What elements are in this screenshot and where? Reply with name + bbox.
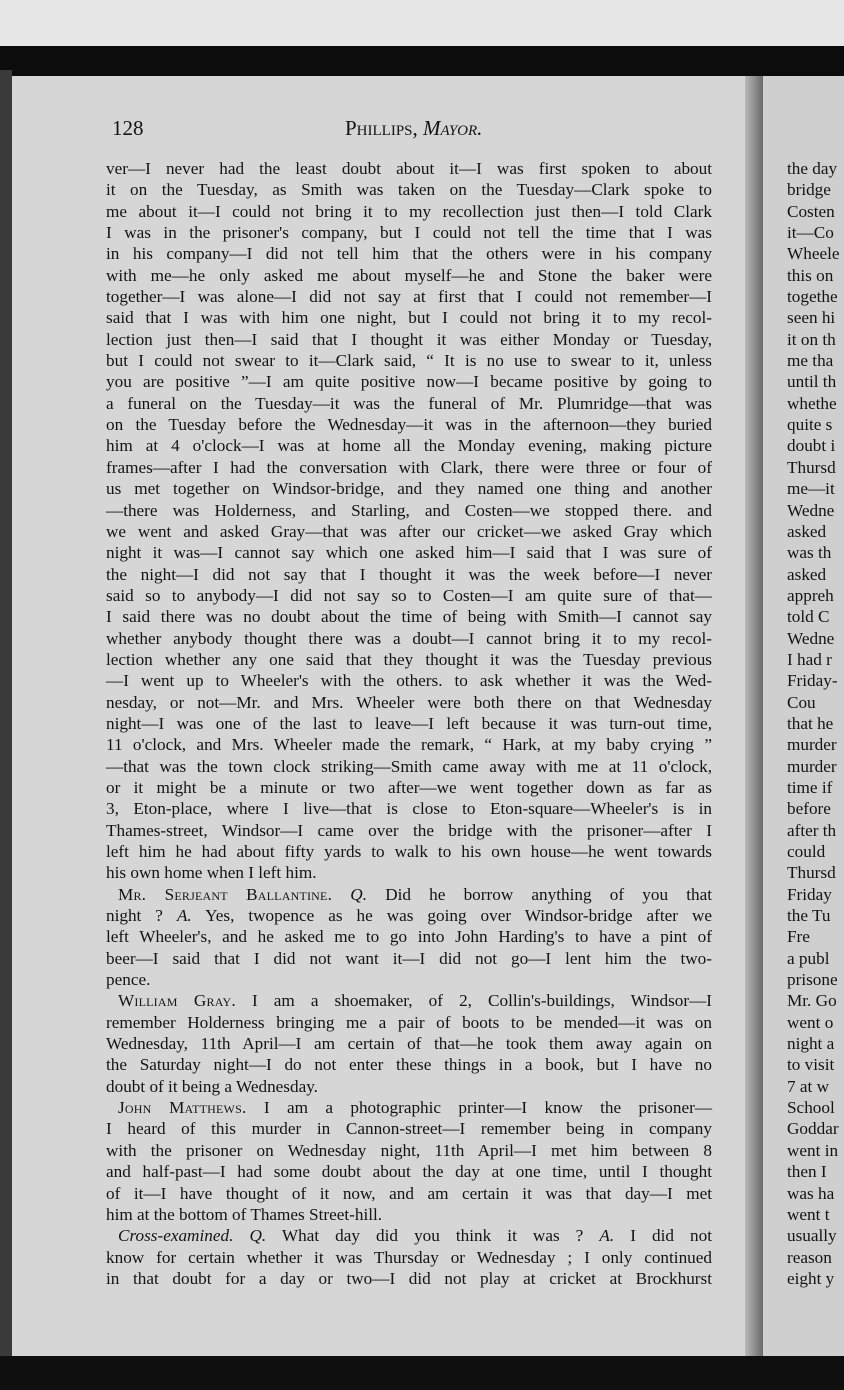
facing-page-fragment: then I: [787, 1162, 827, 1182]
text-line: doubt of it being a Wednesday.: [106, 1076, 318, 1096]
facing-page-fragment: Wedne: [787, 628, 835, 648]
facing-page-fragment: until th: [787, 372, 837, 392]
facing-page-fragment: quite s: [787, 415, 833, 435]
facing-page-fragment: murder: [787, 756, 837, 776]
text-line: [106, 1097, 712, 1118]
text-line: we went and asked Gray—that was after our cricket—we asked Gray which: [106, 521, 712, 541]
facing-page-fragment: Mr. Go: [787, 991, 837, 1011]
facing-page-text: [787, 158, 844, 1289]
answer-mark-label: A.: [599, 1226, 615, 1246]
text-line: [106, 1225, 712, 1246]
text-line: lection whether any one said that they thought it was the Tuesday previous: [106, 649, 712, 669]
text-line: 3, Eton-place, where I live—that is close to Eton-square—Wheeler's is in: [106, 799, 712, 819]
bottom-edge: [0, 1356, 844, 1390]
facing-page-fragment: it—Co: [787, 223, 834, 243]
text-line: night it was—I cannot say which one asked him—I said that I was sure of: [106, 543, 712, 563]
facing-page-fragment: bridge: [787, 180, 831, 200]
text-line: remember Holderness bringing me a pair of boots to be mended—it was on: [106, 1012, 712, 1032]
top-margin: [0, 0, 844, 52]
question-text: Did he borrow anything of you that: [385, 884, 713, 904]
facing-page-fragment: before: [787, 799, 831, 819]
facing-page-fragment: School: [787, 1098, 835, 1118]
facing-page-fragment: I had r: [787, 649, 832, 669]
text-line: him at 4 o'clock—I was at home all the Monday evening, making picture: [106, 436, 712, 456]
testimony-text: I am a shoemaker, of 2, Collin's-buildings, Windsor—I: [251, 991, 713, 1011]
facing-page-fragment: 7 at w: [787, 1076, 830, 1096]
text-line: beer—I said that I did not want it—I did not go—I lent him the two-: [106, 948, 712, 968]
text-line: I was in the prisoner's company, but I could not tell the time that I was: [106, 223, 712, 243]
facing-page-fragment: usually: [787, 1226, 837, 1246]
left-edge: [0, 70, 12, 1370]
answer-mark-label: A.: [176, 906, 192, 926]
facing-page-fragment: a publ: [787, 948, 830, 968]
text-line: left him he had about fifty yards to walk to his own house—he went towards: [106, 842, 712, 861]
page-gutter: [745, 76, 763, 1356]
text-line: you are positive ”—I am quite positive now—I became positive by going to: [106, 372, 712, 392]
facing-page-fragment: Friday-: [787, 671, 838, 691]
matthews-testimony: [106, 1118, 712, 1225]
facing-page-fragment: Costen: [787, 201, 835, 221]
facing-page-fragment: whethe: [787, 393, 837, 413]
text-line: know for certain whether it was Thursday or Wednesday ; I only continued: [106, 1247, 712, 1267]
text-line: night—I was one of the last to leave—I left because it was turn-out time,: [106, 713, 712, 733]
text-line: in his company—I did not tell him that the others were in his company: [106, 244, 712, 264]
running-title-role: Mayor.: [423, 116, 483, 140]
text-line: frames—after I had the conversation with Clark, there were three or four of: [106, 457, 712, 477]
cross-examined-label: Cross-examined.: [118, 1226, 234, 1246]
question-mark-label: Q.: [350, 884, 367, 904]
facing-page-fragment: togethe: [787, 287, 838, 307]
question-text: night ?: [106, 906, 163, 926]
facing-page-fragment: reason: [787, 1247, 832, 1267]
testimony-paragraph: [106, 158, 712, 884]
facing-page-fragment: Thursd: [787, 863, 836, 883]
text-line: or it might be a minute or two after—we went together down as far as: [106, 777, 712, 797]
text-line: said so to anybody—I did not say so to Costen—I am quite sure of that—: [106, 585, 712, 605]
answer-text: I did not: [630, 1226, 713, 1246]
text-line: whether anybody thought there was a doubt—I cannot bring it to my recol-: [106, 628, 712, 648]
text-line: nesday, or not—Mr. and Mrs. Wheeler were both there on that Wednesday: [106, 692, 712, 712]
text-line: him at the bottom of Thames Street-hill.: [106, 1204, 383, 1224]
gray-testimony: [106, 1012, 712, 1097]
facing-page-fragment: was th: [787, 543, 832, 563]
text-line: [106, 990, 712, 1011]
text-line: with the prisoner on Wednesday night, 11th April—I met him between 8: [106, 1140, 712, 1160]
facing-page-fragment: could: [787, 842, 826, 861]
facing-page-fragment: murder: [787, 735, 837, 755]
text-line: a funeral on the Tuesday—it was the funeral of Mr. Plumridge—that was: [106, 393, 712, 413]
question-text: What day did you think it was ?: [281, 1226, 584, 1246]
text-line: us met together on Windsor-bridge, and they named one thing and another: [106, 479, 712, 499]
text-line: me about it—I could not bring it to my recollection just then—I told Clark: [106, 201, 712, 221]
text-line: his own home when I left him.: [106, 863, 317, 883]
facing-page-fragment: me tha: [787, 351, 834, 371]
text-line: the night—I did not say that I thought it was the week before—I never: [106, 564, 712, 584]
text-line: of it—I have thought of it now, and am certain it was that day—I met: [106, 1183, 712, 1203]
text-line: [106, 884, 712, 905]
facing-page-fragment: after th: [787, 820, 837, 840]
facing-page-fragment: Fre: [787, 927, 810, 947]
facing-page-fragment: this on: [787, 265, 834, 285]
facing-page-fragment: Goddar: [787, 1119, 839, 1139]
testimony-text: I am a photographic printer—I know the prisoner—: [263, 1098, 713, 1118]
facing-page-fragment: prisone: [787, 970, 838, 990]
answer-text: Yes, twopence as he was going over Windsor-bridge after we: [205, 906, 712, 926]
text-line: in that doubt for a day or two—I did not play at cricket at Brockhurst: [106, 1268, 712, 1288]
text-line: together—I was alone—I did not say at first that I could not remember—I: [106, 287, 712, 307]
facing-page-fragment: went in: [787, 1140, 839, 1160]
text-line: with me—he only asked me about myself—he and Stone the baker were: [106, 265, 712, 285]
binding-shadow: [0, 46, 844, 76]
text-line: the Saturday night—I do not enter these things in a book, but I have no: [106, 1055, 712, 1075]
text-line: Wednesday, 11th April—I am certain of that—he took them away again on: [106, 1034, 712, 1054]
facing-page-fragment: the day: [787, 159, 838, 178]
text-line: 11 o'clock, and Mrs. Wheeler made the remark, “ Hark, at my baby crying ”: [106, 735, 712, 755]
text-line: but I could not swear to it—Clark said, “ It is no use to swear to it, unless: [106, 351, 712, 371]
witness-name: John Matthews.: [118, 1098, 247, 1118]
facing-page-fragment: it on th: [787, 329, 836, 349]
facing-page-fragment: went o: [787, 1012, 834, 1032]
facing-page-fragment: asked: [787, 564, 827, 584]
running-title: [345, 116, 482, 141]
text-line: I heard of this murder in Cannon-street—I remember being in company: [106, 1119, 712, 1139]
text-line: [106, 905, 712, 926]
text-line: left Wheeler's, and he asked me to go into John Harding's to have a pint of: [106, 927, 712, 947]
text-line: —that was the town clock striking—Smith came away with me at 11 o'clock,: [106, 756, 712, 776]
facing-page-fragment: to visit: [787, 1055, 835, 1075]
text-line: on the Tuesday before the Wednesday—it was in the afternoon—they buried: [106, 415, 712, 435]
text-line: I said there was no doubt about the time of being with Smith—I cannot say: [106, 607, 712, 627]
running-head: [0, 116, 844, 146]
question-mark-label: Q.: [249, 1226, 267, 1246]
facing-page-fragment: eight y: [787, 1268, 835, 1288]
text-line: and half-past—I had some doubt about the day at one time, until I thought: [106, 1162, 712, 1182]
text-line: Thames-street, Windsor—I came over the bridge with the prisoner—after I: [106, 820, 712, 840]
facing-page-fragment: that he: [787, 713, 834, 733]
facing-page-fragment: Cou: [787, 692, 816, 712]
text-line: pence.: [106, 970, 151, 990]
facing-page-fragment: me—it: [787, 479, 835, 499]
running-title-name: Phillips,: [345, 116, 418, 140]
text-line: ver—I never had the least doubt about it—I was first spoken to about: [106, 159, 712, 178]
facing-page-fragment: Wheele: [787, 244, 840, 264]
cross-examination-answer: [106, 1247, 712, 1290]
text-line: —there was Holderness, and Starling, and Costen—we stopped there. and: [106, 500, 712, 520]
facing-page-fragment: asked: [787, 521, 827, 541]
page-number: 128: [112, 116, 144, 140]
facing-page-fragment: Friday: [787, 884, 832, 904]
facing-page-fragment: time if: [787, 777, 833, 797]
text-line: —I went up to Wheeler's with the others. to ask whether it was the Wed-: [106, 671, 712, 691]
body-text: [106, 158, 712, 1289]
text-line: lection just then—I said that I thought it was either Monday or Tuesday,: [106, 329, 712, 349]
facing-page-fragment: went t: [787, 1204, 830, 1224]
facing-page-fragment: appreh: [787, 585, 834, 605]
text-line: said that I was with him one night, but I could not bring it to my recol-: [106, 308, 712, 328]
facing-page-fragment: seen hi: [787, 308, 836, 328]
facing-page-fragment: told C: [787, 607, 830, 627]
facing-page-fragment: was ha: [787, 1183, 835, 1203]
facing-page-fragment: Thursd: [787, 457, 836, 477]
text-line: it on the Tuesday, as Smith was taken on the Tuesday—Clark spoke to: [106, 180, 712, 200]
witness-name: William Gray.: [118, 991, 236, 1011]
facing-page-fragment: the Tu: [787, 906, 831, 926]
speaker-label: Mr. Serjeant Ballantine.: [118, 884, 333, 904]
facing-page-fragment: night a: [787, 1034, 835, 1054]
facing-page-fragment: Wedne: [787, 500, 835, 520]
facing-page-fragment: doubt i: [787, 436, 836, 456]
